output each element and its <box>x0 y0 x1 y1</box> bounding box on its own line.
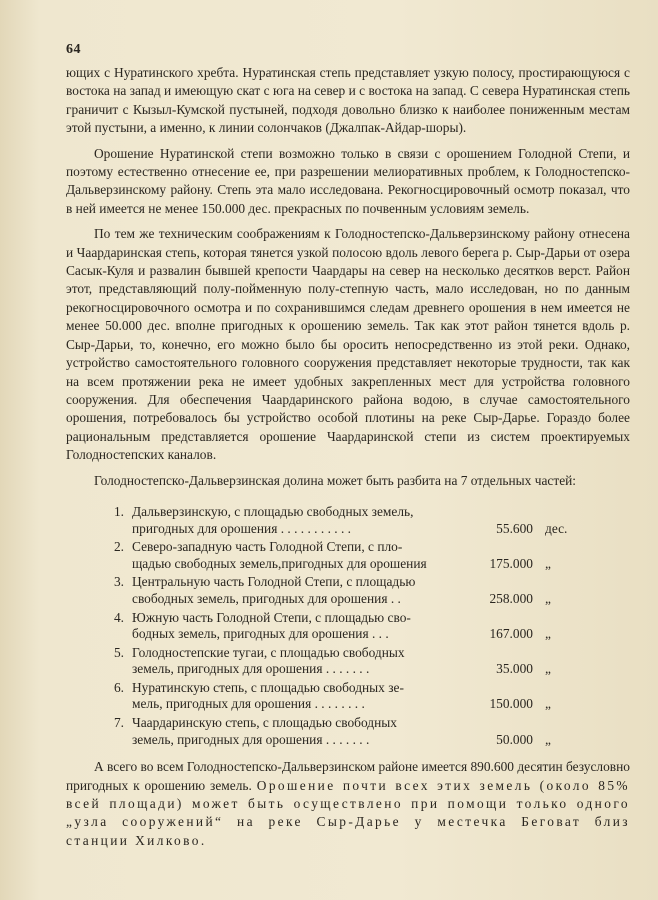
list-item-label <box>128 715 459 748</box>
list-item-label-line2: земель, пригодных для орошения . . . . . . . <box>132 731 370 747</box>
list-item-label-line2: мель, пригодных для орошения . . . . . . . . <box>132 696 365 712</box>
list-item-label-line1: Чаардаринскую степь, с площадью свободных <box>132 715 397 731</box>
list-item <box>112 574 630 607</box>
paragraph-nurata-description: ющих с Нуратинского хребта. Нуратинская степь представляет узкую полосу, простирающуюся с востока на запад и имеющую скат с юга на север и с востока на запад. С севера Нуратинская степь граничит с Кызыл-Кумской пустыней, подходя довольно близко к наиболее пониженным местам этой пустыни, а именно, к линии солончаков (Джалпак-Айдар-шоры). <box>66 65 630 136</box>
list-item-area-value: 35.000 <box>496 661 533 677</box>
list-item-label <box>128 610 459 643</box>
list-item-label-line2: земель, пригодных для орошения . . . . . . . <box>132 661 370 677</box>
conclusion-spaced-text: Орошение почти всех этих земель (около 85% всей площади) может быть осуществлено при помощи только одного „узла сооружений“ на реке Сыр-Дарье у местечка Беговат близ станции Хилково. <box>66 777 630 848</box>
land-parts-list <box>66 504 630 748</box>
list-item-label-line2: свободных земель, пригодных для орошения . . <box>132 590 401 606</box>
list-item-area-value: 150.000 <box>489 696 533 712</box>
list-item-area-value: 258.000 <box>489 590 533 606</box>
list-item <box>112 645 630 678</box>
list-item-label-line1: Северо-западную часть Голодной Степи, с пло- <box>132 539 403 555</box>
list-item-area-value: 175.000 <box>489 555 533 571</box>
list-item-label-line2: пригодных для орошения . . . . . . . . . . . <box>132 520 351 536</box>
list-item-label <box>128 539 459 572</box>
list-item-area-value: 55.600 <box>496 520 533 536</box>
list-item-label <box>128 645 459 678</box>
list-item-unit: „ <box>545 661 551 677</box>
list-item-number: 3. <box>113 574 124 590</box>
list-item <box>112 504 630 537</box>
paragraph-chaardara-steppe: По тем же техническим соображениям к Голодностепско-Дальверзинскому району отнесена и Чаардаринская степь, которая тянется узкой полосою вдоль левого берега р. Сыр-Дарьи от озера Сасык-Куля и развалин бывшей крепости Чаардары на север на несколько десятков верст. Район этот, представляющий полу-пойменную полу-степную часть, мало исследован, но по данным рекогносцировочного осмотра и по сохранившимся следам древнего орошения в нем имеется не менее 50.000 дес. вполне пригодных к орошению земель. Так как этот район тянется вдоль р. Сыр-Дарьи, то, конечно, его можно было бы оросить непосредственно из этой реки. Однако, устройство самостоятельного головного сооружения представляет некоторые трудности, так как на всем протяжении река не имеет удобных закрепленных мест для устройства головного сооружения. Для обеспечения Чаардаринского района водою, в случае самостоятельного орошения, потребовалось бы устройство особой плотины на реке Сыр-Дарье. Гораздо более рациональным представляется орошение Чаардаринской степи из систем проектируемых Голодностепских каналов. <box>66 226 630 463</box>
list-item-label <box>128 680 459 713</box>
conclusion-total-text: А всего во всем Голодностепско-Дальверзинском районе имеется 890.600 десятин безусловно пригодных к орошению земель. <box>66 759 630 793</box>
list-item-label-line2: щадью свободных земель,пригодных для орошения <box>132 555 427 571</box>
page-number: 64 <box>66 42 81 57</box>
list-item <box>112 680 630 713</box>
list-item-label <box>128 504 459 537</box>
list-item-area-value: 167.000 <box>489 626 533 642</box>
list-item <box>112 610 630 643</box>
list-item-label-line1: Южную часть Голодной Степи, с площадью сво- <box>132 609 411 625</box>
list-item-unit: „ <box>545 626 551 642</box>
list-item-number: 5. <box>113 644 124 660</box>
list-item-unit: „ <box>545 590 551 606</box>
list-item-number: 2. <box>113 539 124 555</box>
list-item-number: 4. <box>113 609 124 625</box>
list-item-number: 6. <box>113 679 124 695</box>
list-item-label-line2: бодных земель, пригодных для орошения . . . <box>132 626 389 642</box>
list-item-label-line1: Голодностепские тугаи, с площадью свободных <box>132 644 405 660</box>
list-item-label-line1: Дальверзинскую, с площадью свободных земель, <box>132 503 414 519</box>
list-item-number: 1. <box>113 503 124 519</box>
list-item-number: 7. <box>113 715 124 731</box>
list-item-area-value: 50.000 <box>496 731 533 747</box>
list-item-unit: дес. <box>545 520 568 536</box>
list-item-unit: „ <box>545 731 551 747</box>
list-item-unit: „ <box>545 696 551 712</box>
list-item-unit: „ <box>545 555 551 571</box>
paragraph-valley-parts-intro: Голодностепско-Дальверзинская долина может быть разбита на 7 отдельных частей: <box>94 472 577 488</box>
list-item <box>112 539 630 572</box>
paragraph-nurata-irrigation: Орошение Нуратинской степи возможно только в связи с орошением Голодной Степи, и поэтому естественно отнесение ее, при разрешении мелиоративных проблем, к Голодностепско-Дальверзинскому району. Степь эта мало исследована. Рекогносцировочный осмотр показал, что в ней имеется не менее 150.000 дес. прекрасных по почвенным условиям земель. <box>66 145 630 216</box>
list-item-label-line1: Нуратинскую степь, с площадью свободных зе- <box>132 679 404 695</box>
list-item <box>112 715 630 748</box>
list-item-label-line1: Центральную часть Голодной Степи, с площадью <box>132 574 416 590</box>
list-item-label <box>128 574 459 607</box>
paragraph-conclusion <box>66 758 630 850</box>
